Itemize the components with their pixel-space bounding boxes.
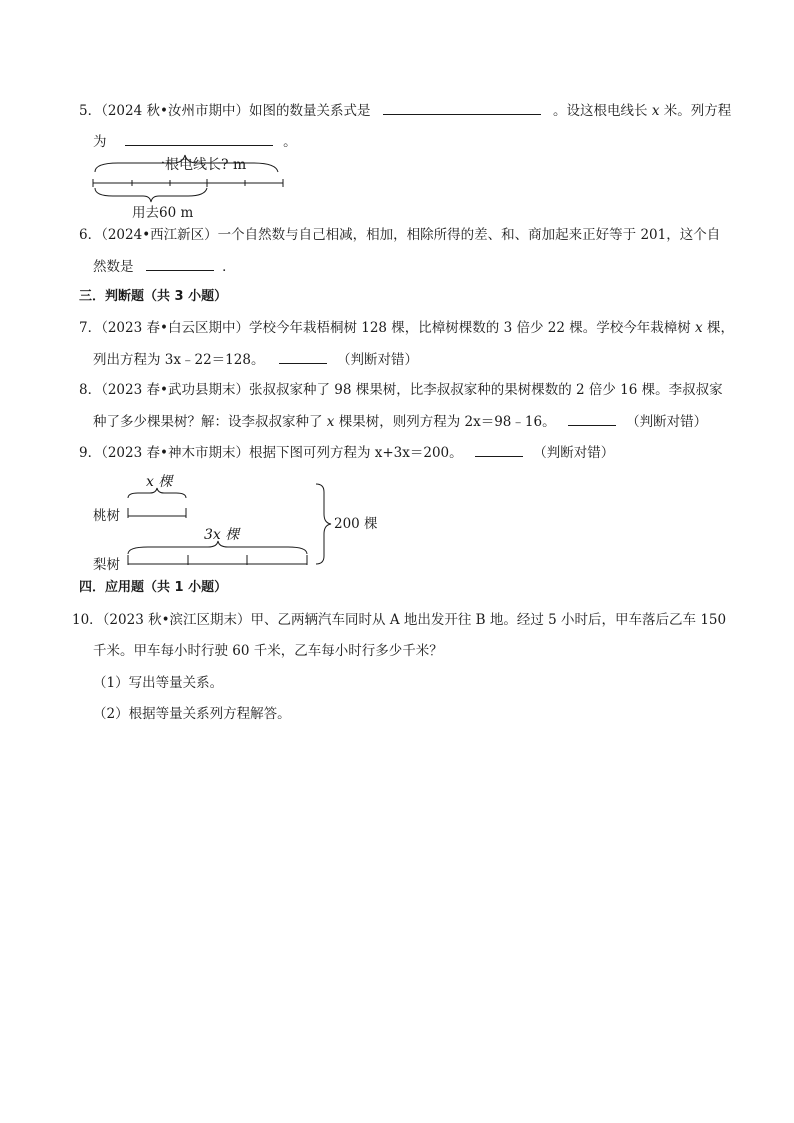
q9-text-a: 9．（2023 春•神木市期末）根据下图可列方程为 x+3x＝200。 (79, 445, 463, 461)
q10-line-2: 千米。甲车每小时行驶 60 千米，乙车每小时行多少千米？ (93, 643, 443, 659)
q8-var: x (326, 414, 335, 430)
q10-line-1: 10．（2023 秋•滨江区期末）甲、乙两辆汽车同时从 A 地出发开往 B 地。经过 5 小时后，甲车落后乙车 150 (72, 612, 727, 628)
q9-text-b: （判断对错） (533, 445, 615, 461)
q7-line-1 (79, 318, 734, 338)
q7-text-d: （判断对错） (337, 352, 419, 368)
q5-text-c: 米。列方程 (663, 103, 732, 119)
q10-sub-question-2: （2）根据等量关系列方程解答。 (93, 706, 291, 722)
q9-x-label: x 棵 (146, 474, 173, 490)
q5-answer-blank-1[interactable] (383, 100, 541, 115)
q7-var: x (695, 320, 703, 336)
q5-answer-blank-2[interactable] (125, 131, 273, 146)
section-4-heading: 四．应用题（共 1 小题） (79, 580, 228, 595)
q8-line-2 (93, 411, 707, 432)
q9-total-brace (316, 484, 331, 564)
q9-total-label: 200 棵 (334, 516, 378, 532)
q5-text-d: 为 (93, 134, 107, 150)
q9-pear-label: 梨树 (93, 557, 120, 572)
q9-pear-brace (128, 541, 307, 554)
q9-3x-label: 3x 棵 (204, 527, 240, 543)
q5-text-a: 5．（2024 秋•汝州市期中）如图的数量关系式是 (79, 103, 371, 119)
q7-text-c: 列出方程为 3x﹣22＝128。 (93, 352, 265, 368)
q6-line-2 (93, 256, 236, 277)
q9-peach-label: 桃树 (93, 508, 120, 524)
q9-peach-brace (128, 488, 186, 498)
q6-line-1: 6．（2024•西江新区）一个自然数与自己相减，相加，相除所得的差、和、商加起来正好等于 201，这个自 (79, 227, 721, 243)
q8-line-1: 8．（2023 春•武功县期末）张叔叔家种了 98 棵果树，比李叔叔家种的果树棵数的 2 倍少 16 棵。李叔叔家 (79, 382, 723, 398)
q5-line-2 (93, 131, 297, 152)
q8-text-a: 种了多少棵果树？解：设李叔叔家种了 (93, 414, 323, 430)
q10-sub-question-1: （1）写出等量关系。 (93, 675, 224, 691)
q5-bottom-brace (95, 188, 207, 202)
q9-line-1 (79, 442, 614, 463)
q5-line-1 (79, 100, 731, 121)
section-3-heading: 三．判断题（共 3 小题） (79, 289, 228, 304)
q5-line-diagram (88, 150, 293, 222)
q5-text-b: 。设这根电线长 (553, 103, 648, 119)
q9-answer-blank[interactable] (475, 442, 523, 457)
q7-answer-blank[interactable] (279, 349, 327, 364)
q7-text-a: 7．（2023 春•白云区期中）学校今年栽梧桐树 128 棵，比樟树棵数的 3 倍少 22 棵。学校今年栽樟树 (79, 320, 691, 336)
q8-answer-blank[interactable] (568, 411, 616, 426)
q5-var: x (651, 103, 660, 119)
q8-text-c: （判断对错） (626, 414, 708, 430)
q5-text-e: 。 (283, 134, 297, 150)
q5-top-label: 一根电线长? m (151, 157, 247, 173)
q9-bar-diagram (88, 470, 388, 572)
q6-answer-blank[interactable] (146, 256, 214, 271)
q8-text-b: 棵果树，则列方程为 2x＝98﹣16。 (338, 414, 556, 430)
q7-text-b: 棵， (706, 320, 734, 336)
q6-text-b: ． (222, 259, 236, 275)
q6-text-a: 然数是 (93, 259, 134, 275)
q5-bottom-label: 用去60 m (132, 205, 194, 221)
q7-line-2 (93, 349, 418, 370)
